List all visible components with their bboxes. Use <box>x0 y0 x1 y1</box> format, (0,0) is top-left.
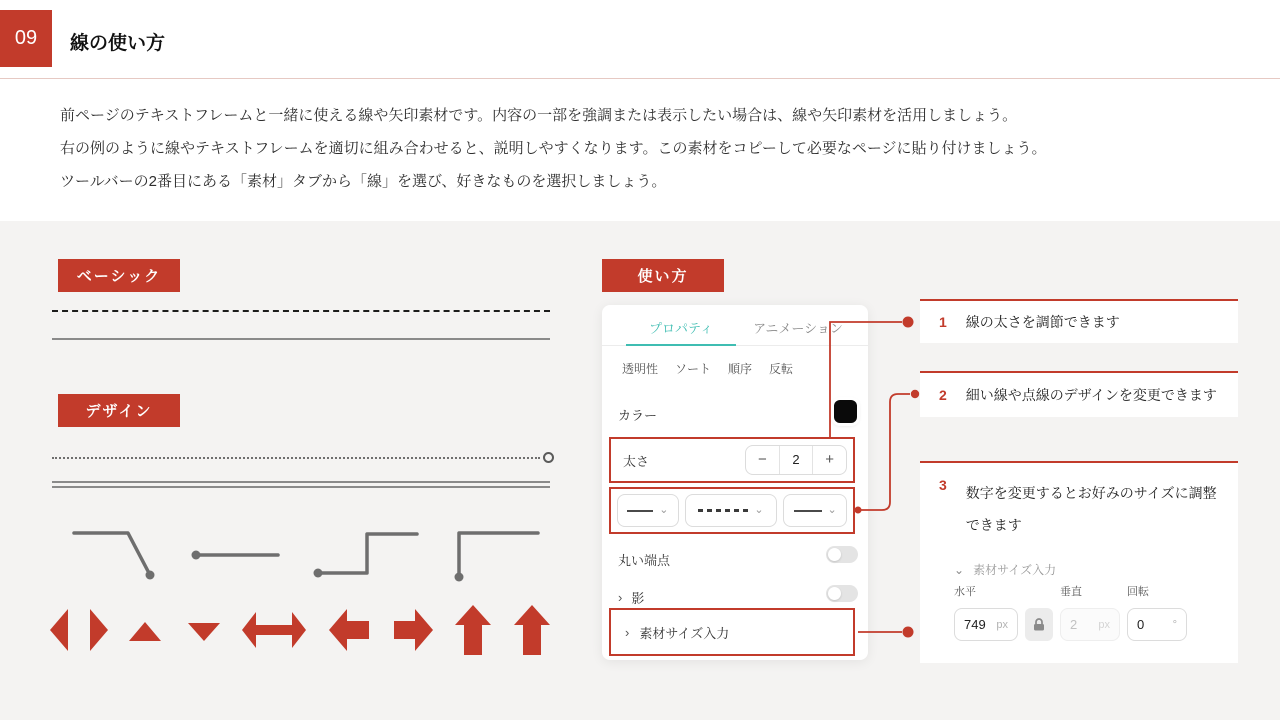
solid-line-preview <box>794 510 822 512</box>
arrow-block-right[interactable] <box>394 609 433 651</box>
dotted-line-circle-end[interactable] <box>543 452 554 463</box>
size-fields <box>954 583 1187 641</box>
lock-icon <box>1033 618 1045 631</box>
connector-dot-3 <box>903 627 914 638</box>
rotation-unit: ° <box>1172 618 1177 631</box>
thickness-stepper <box>745 445 847 475</box>
toggle-knob <box>828 587 841 600</box>
subtab-flip[interactable]: 反転 <box>769 362 794 376</box>
shadow-toggle[interactable] <box>826 585 858 602</box>
properties-panel <box>602 305 868 660</box>
intro-line-2: 右の例のように線やテキストフレームを適切に組み合わせると、説明しやすくなります。この素材をコピーして必要なページに貼り付けましょう。 <box>60 140 1047 157</box>
callout-2-number: 2 <box>939 387 947 403</box>
toggle-knob <box>828 548 841 561</box>
size-input-title: 素材サイズ入力 <box>973 563 1057 577</box>
thickness-value[interactable]: 2 <box>779 446 814 474</box>
intro-line-3: ツールバーの2番目にある「素材」タブから「線」を選び、好きなものを選択しましょう。 <box>60 173 667 190</box>
color-row-label: カラー <box>618 408 658 423</box>
page-number-badge: 09 <box>0 10 52 67</box>
size-input-row-highlight[interactable] <box>609 608 855 656</box>
thickness-row-highlight <box>609 437 855 483</box>
chevron-down-icon: ⌄ <box>754 504 764 516</box>
vertical-unit: px <box>1098 618 1110 631</box>
horizontal-input[interactable] <box>954 608 1018 641</box>
sample-solid-line[interactable] <box>52 338 550 340</box>
chevron-down-icon: ⌄ <box>827 504 837 516</box>
leader-line-samples <box>52 520 552 585</box>
design-section-label: デザイン <box>58 394 180 427</box>
line-style-row-highlight <box>609 487 855 534</box>
intro-paragraph <box>60 99 1047 198</box>
vertical-label: 垂直 <box>1060 586 1082 598</box>
leader-line-corner[interactable] <box>459 533 538 577</box>
tab-animation[interactable]: アニメーション <box>753 321 843 336</box>
intro-line-1: 前ページのテキストフレームと一緒に使える線や矢印素材です。内容の一部を強調または表示したい場合は、線や矢印素材を活用しましょう。 <box>60 107 1018 124</box>
subtab-transparency[interactable]: 透明性 <box>622 362 659 376</box>
usage-section-label: 使い方 <box>602 259 724 292</box>
arrow-block-up-2[interactable] <box>514 605 550 655</box>
basic-section-label: ベーシック <box>58 259 180 292</box>
callout-1-text: 線の太さを調節できます <box>965 314 1120 330</box>
vertical-value: 2 <box>1070 617 1078 632</box>
header-divider <box>0 78 1280 79</box>
shadow-row[interactable] <box>618 588 644 607</box>
line-style-dropdown-solid-1[interactable] <box>617 494 679 527</box>
callout-1 <box>920 299 1238 343</box>
shadow-label: 影 <box>631 591 645 606</box>
active-tab-underline <box>626 344 736 346</box>
subtab-order[interactable]: 順序 <box>728 362 753 376</box>
vertical-input[interactable] <box>1060 608 1120 641</box>
leader-dot-1 <box>146 571 155 580</box>
round-cap-label: 丸い端点 <box>618 553 671 568</box>
connector-dot-2 <box>911 390 919 398</box>
leader-line-step[interactable] <box>318 534 417 573</box>
leader-dot-2 <box>192 551 201 560</box>
page-title: 線の使い方 <box>70 33 166 54</box>
subtab-sort[interactable]: ソート <box>675 362 712 376</box>
rotation-value: 0 <box>1137 617 1145 632</box>
plus-button[interactable]: + <box>825 451 835 468</box>
connector-dot-1 <box>903 317 914 328</box>
thickness-label: 太さ <box>623 453 650 469</box>
callout-3-number: 3 <box>939 477 947 493</box>
arrow-triangle-left[interactable] <box>50 609 68 651</box>
sample-dotted-line[interactable] <box>52 457 540 459</box>
arrow-block-up-1[interactable] <box>455 605 491 655</box>
arrow-samples <box>45 600 565 660</box>
panel-subtabs <box>622 360 793 377</box>
tab-properties[interactable]: プロパティ <box>649 321 713 336</box>
chevron-right-icon: › <box>625 624 630 640</box>
dashed-line-preview <box>698 509 748 512</box>
chevron-down-icon: ⌄ <box>954 562 965 577</box>
callout-2-text: 細い線や点線のデザインを変更できます <box>965 387 1217 403</box>
callout-3-text: 数字を変更するとお好みのサイズに調整できます <box>965 485 1217 533</box>
horizontal-field-group <box>954 583 1018 641</box>
callout-1-number: 1 <box>939 314 947 330</box>
arrow-triangle-down-small[interactable] <box>188 623 220 641</box>
rotation-input[interactable] <box>1127 608 1187 641</box>
aspect-lock-button[interactable] <box>1025 608 1053 641</box>
rotation-field-group <box>1127 583 1187 641</box>
line-style-dropdown-dashed[interactable] <box>685 494 778 527</box>
sample-dashed-line[interactable] <box>52 310 550 312</box>
solid-line-preview <box>627 510 653 512</box>
round-cap-toggle[interactable] <box>826 546 858 563</box>
size-input-label: 素材サイズ入力 <box>639 625 730 641</box>
minus-button[interactable]: − <box>757 451 767 468</box>
color-swatch[interactable] <box>834 400 857 423</box>
leader-dot-3 <box>314 569 323 578</box>
arrow-double-headed[interactable] <box>242 612 306 648</box>
sample-double-line[interactable] <box>52 481 550 488</box>
chevron-right-icon: › <box>618 590 623 605</box>
chevron-down-icon: ⌄ <box>659 504 669 516</box>
leader-line-diagonal[interactable] <box>74 533 150 575</box>
vertical-field-group <box>1060 583 1120 641</box>
arrow-triangle-up-small[interactable] <box>129 622 161 641</box>
size-input-expander[interactable] <box>954 561 1056 578</box>
horizontal-label: 水平 <box>954 586 976 598</box>
horizontal-value: 749 <box>964 617 986 632</box>
rotation-label: 回転 <box>1127 586 1149 598</box>
leader-dot-4 <box>455 573 464 582</box>
line-style-dropdown-solid-2[interactable] <box>783 494 847 527</box>
arrow-triangle-right[interactable] <box>90 609 108 651</box>
callout-2 <box>920 371 1238 417</box>
horizontal-unit: px <box>996 618 1008 631</box>
arrow-block-left[interactable] <box>329 609 369 651</box>
callout-3 <box>920 461 1238 663</box>
